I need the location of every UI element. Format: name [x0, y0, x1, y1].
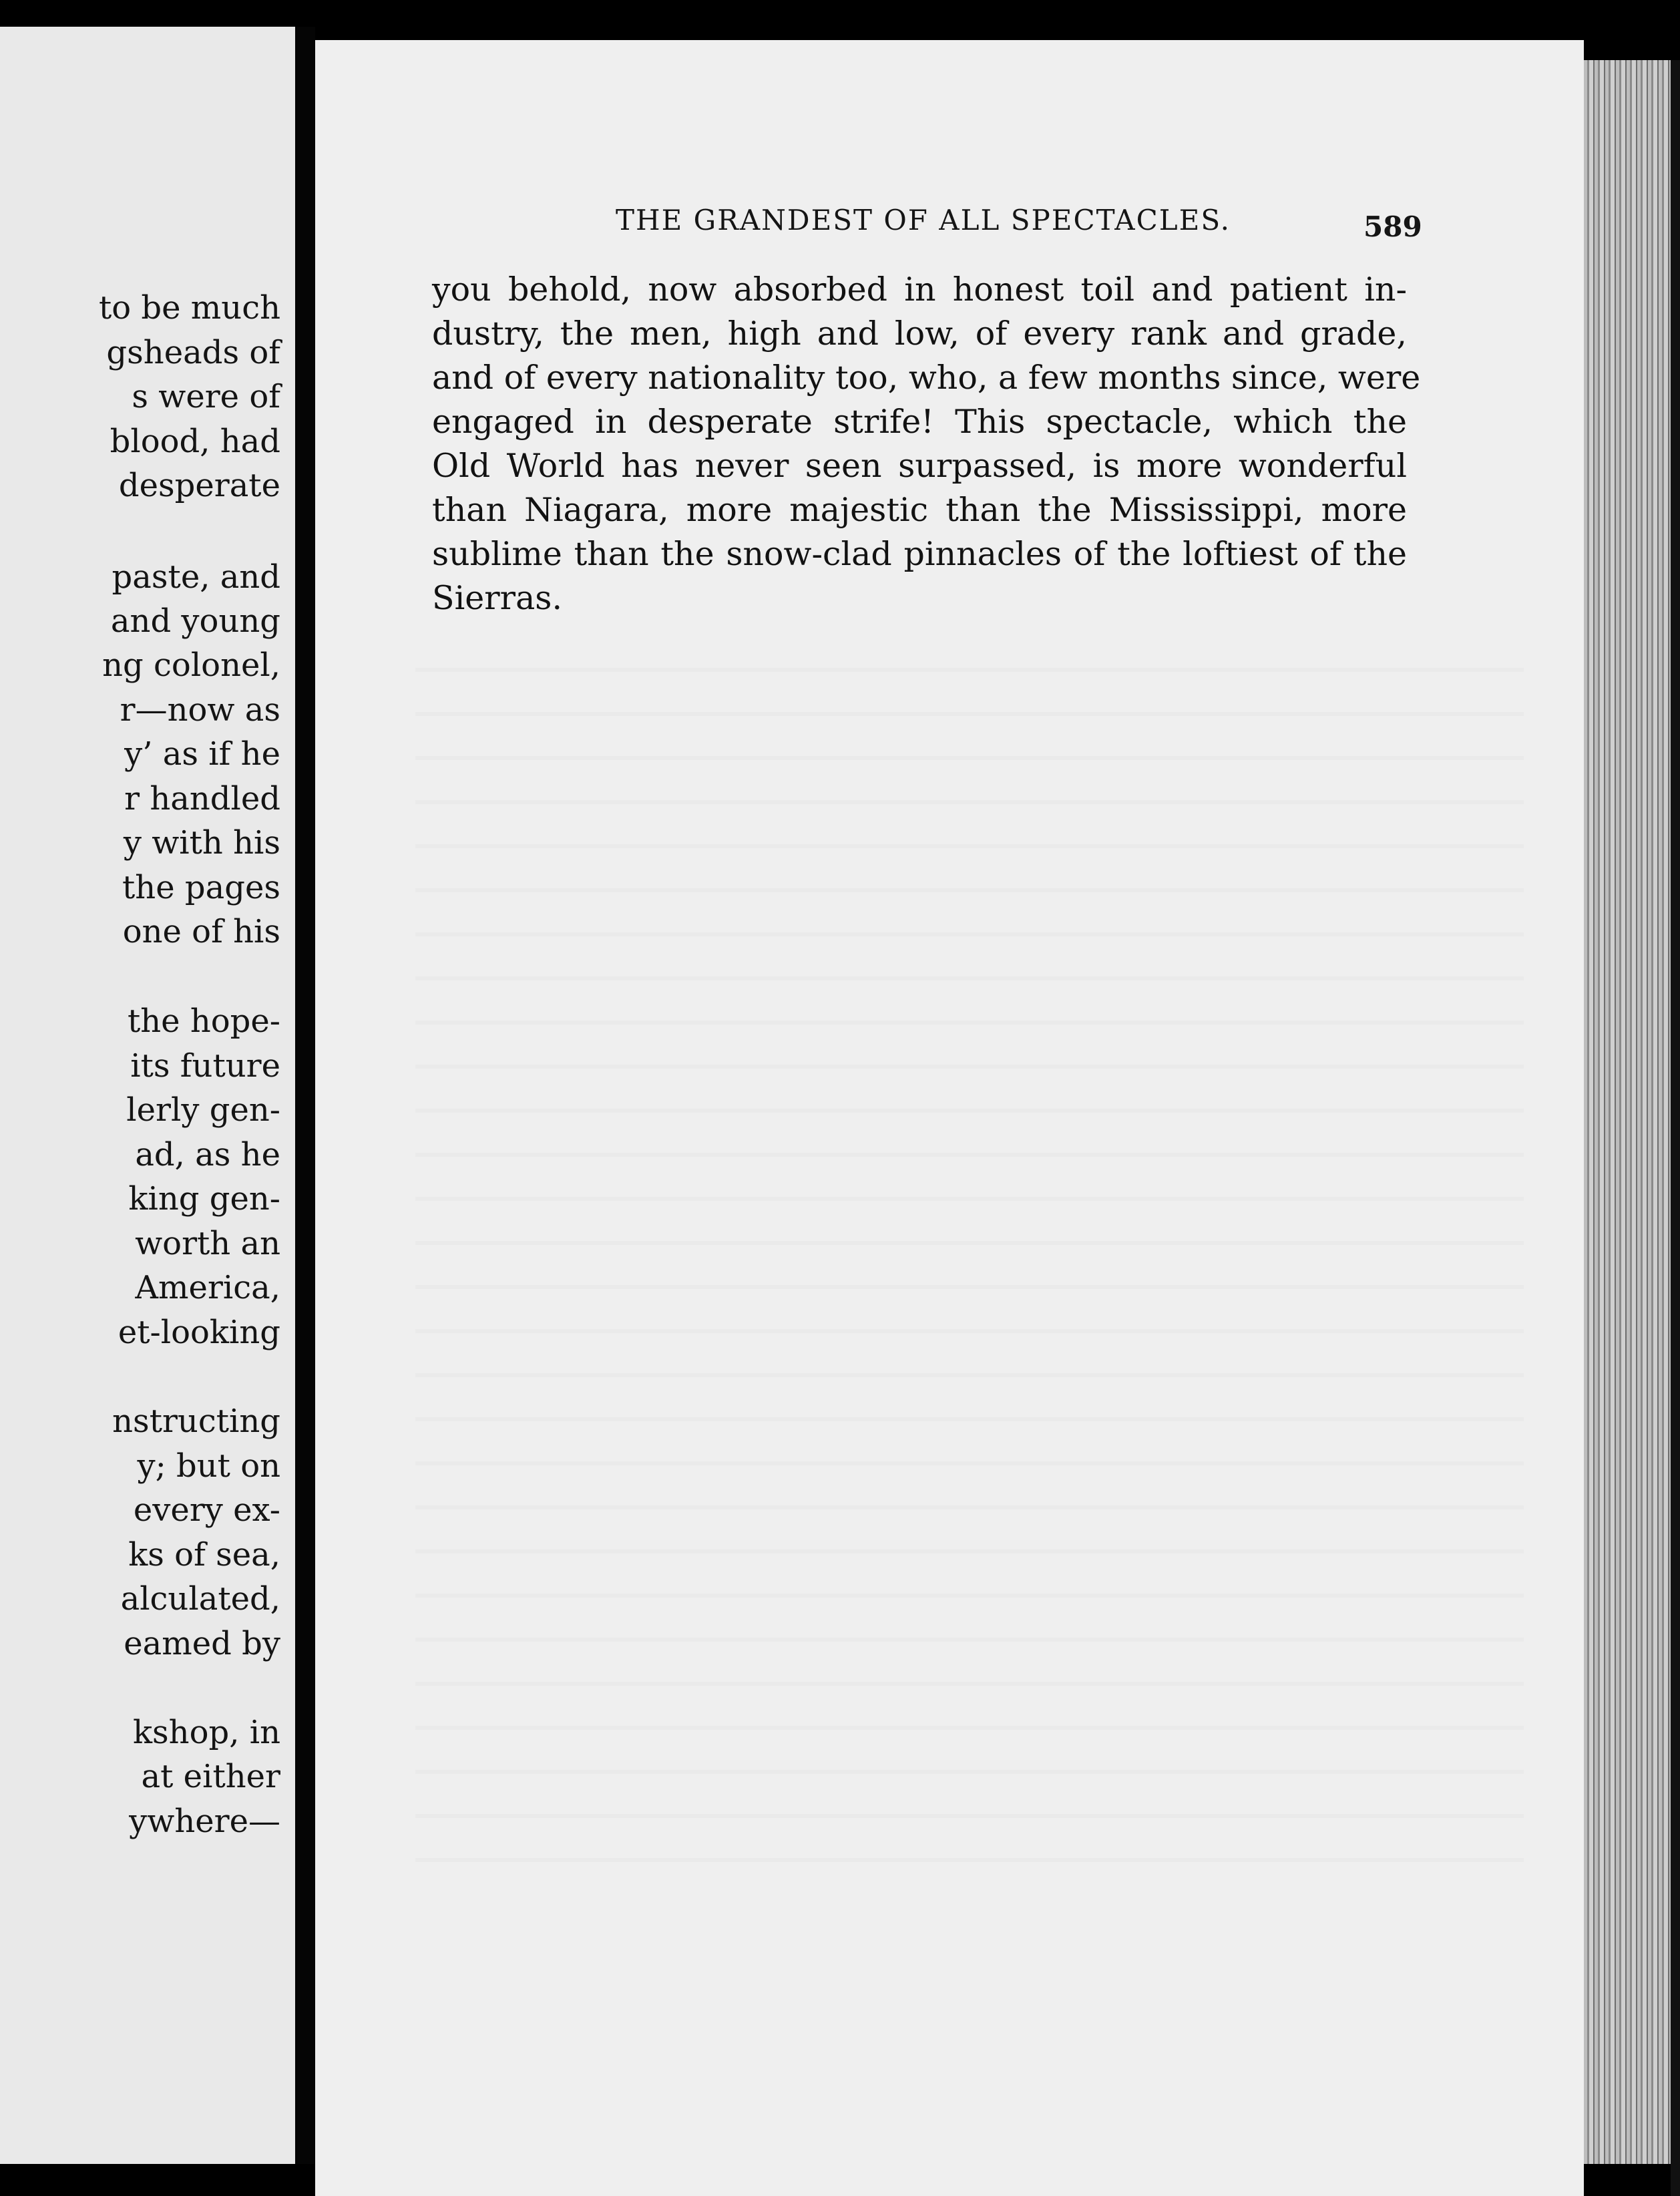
- left-page-line: lerly gen-: [126, 1091, 280, 1129]
- scan-border: [1671, 60, 1680, 2196]
- left-page-line: alculated,: [120, 1580, 280, 1618]
- body-text-line: and of every nationality too, who, a few months since, were: [432, 359, 1421, 397]
- left-page-line: its future: [130, 1047, 280, 1085]
- left-page-line: king gen-: [128, 1180, 280, 1218]
- left-page-line: ng colonel,: [102, 647, 280, 684]
- body-text-line: dustry, the men, high and low, of every rank and grade,: [432, 315, 1407, 353]
- left-page-line: ad, as he: [135, 1136, 280, 1173]
- body-text-line: Sierras.: [432, 579, 563, 617]
- running-head: THE GRANDEST OF ALL SPECTACLES.: [616, 204, 1231, 236]
- left-page: [0, 27, 295, 2164]
- right-page: [315, 40, 1584, 2196]
- left-page-line: s were of: [132, 378, 280, 415]
- left-page-line: paste, and: [112, 558, 280, 596]
- left-page-line: ywhere—: [129, 1803, 280, 1840]
- book-gutter: [295, 27, 315, 2164]
- left-page-line: every ex-: [133, 1491, 280, 1529]
- left-page-line: at either: [141, 1758, 280, 1795]
- left-page-line: y with his: [123, 824, 280, 862]
- left-page-line: y; but on: [137, 1447, 280, 1485]
- left-page-line: to be much: [98, 289, 280, 327]
- body-text: [432, 270, 1421, 623]
- left-page-line: the pages: [122, 869, 280, 906]
- page-number: 589: [1363, 210, 1422, 243]
- left-page-line: kshop, in: [132, 1714, 280, 1751]
- left-page-line: worth an: [135, 1225, 280, 1262]
- left-page-line: r—now as: [120, 691, 280, 729]
- body-text-line: engaged in desperate strife! This spectacle, which the: [432, 403, 1407, 441]
- left-page-line: blood, had: [110, 423, 280, 460]
- left-page-line: ks of sea,: [128, 1536, 280, 1574]
- show-through-texture: [415, 668, 1524, 1870]
- body-text-line: you behold, now absorbed in honest toil and patient in-: [432, 270, 1407, 309]
- body-text-line: than Niagara, more majestic than the Mississippi, more: [432, 491, 1407, 529]
- left-page-line: et-looking: [118, 1314, 280, 1351]
- left-page-line: desperate: [118, 467, 280, 504]
- left-page-line: eamed by: [124, 1625, 280, 1662]
- body-text-line: sublime than the snow-clad pinnacles of the loftiest of the: [432, 535, 1407, 573]
- left-page-line: the hope-: [127, 1002, 280, 1040]
- left-page-line: y’ as if he: [124, 735, 280, 773]
- page-edges: [1584, 60, 1671, 2164]
- left-page-line: gsheads of: [106, 334, 280, 371]
- left-page-line: and young: [110, 602, 280, 640]
- left-page-line: nstructing: [112, 1403, 280, 1440]
- body-text-line: Old World has never seen surpassed, is more wonderful: [432, 447, 1407, 485]
- left-page-line: America,: [135, 1269, 280, 1306]
- left-page-line: r handled: [124, 780, 280, 817]
- left-page-line: one of his: [122, 913, 280, 950]
